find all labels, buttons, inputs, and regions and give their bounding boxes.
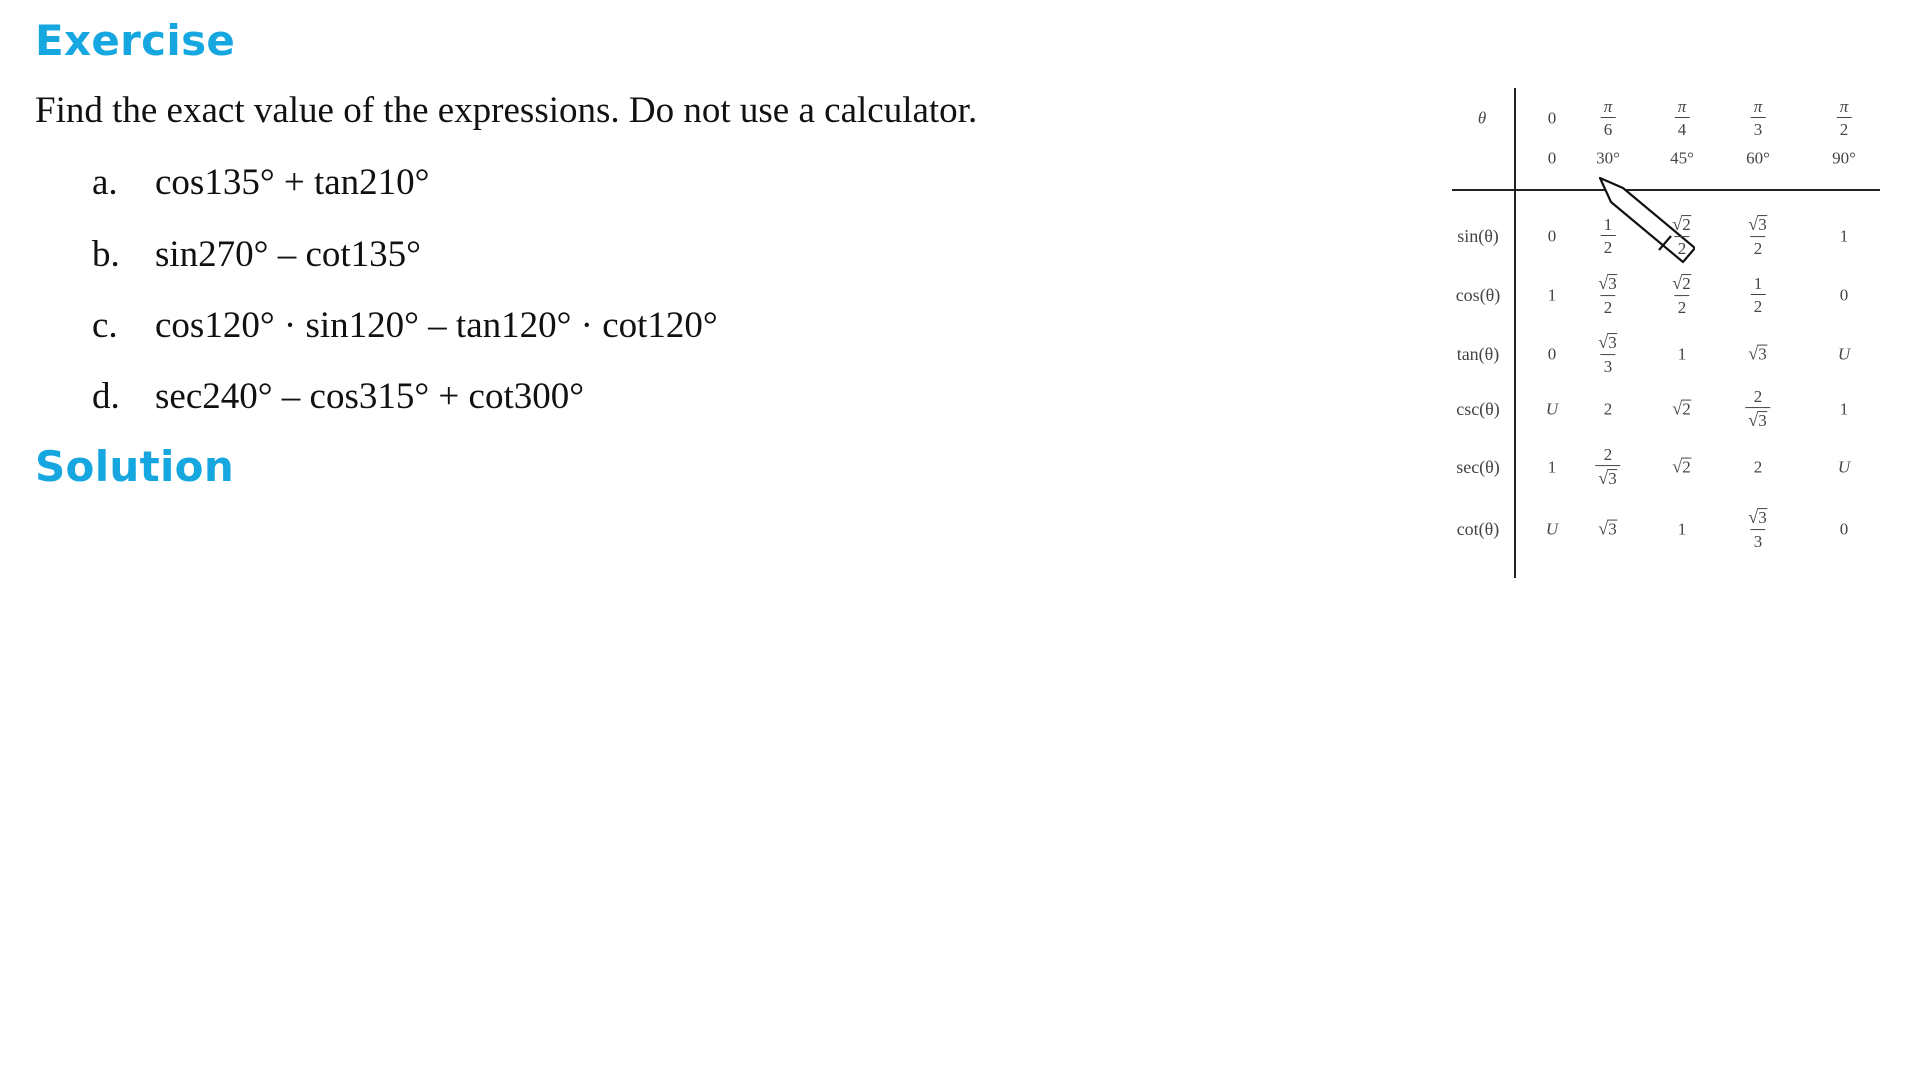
trig-values-table: [1440, 88, 1880, 588]
table-value-cell: 0: [1547, 344, 1557, 364]
table-value-cell: √ 3: [1598, 518, 1617, 539]
radian-numerator: π: [1603, 97, 1613, 116]
table-value-cell: √ 2 2: [1672, 214, 1691, 258]
row-label: csc(θ): [1456, 399, 1500, 419]
row-label: sec(θ): [1456, 457, 1500, 477]
radian-value: 0: [1547, 108, 1557, 128]
problem-b: [92, 232, 421, 278]
problem-letter: a.: [92, 162, 118, 203]
header-degree: 0: [1547, 148, 1557, 168]
problem-expression: sec240° – cos315° + cot300°: [155, 376, 585, 417]
header-radian: [1675, 98, 1690, 138]
problem-letter: b.: [92, 234, 120, 275]
table-value-cell: 2: [1753, 457, 1763, 477]
table-value-cell: √ 3 2: [1598, 273, 1617, 317]
radian-denominator: 2: [1837, 117, 1852, 138]
table-value-cell: U: [1837, 457, 1851, 477]
header-degree: 90°: [1832, 148, 1856, 168]
header-degree: 45°: [1670, 148, 1694, 168]
table-value-cell: √ 2: [1672, 456, 1691, 477]
table-value-cell: 0: [1839, 519, 1849, 539]
table-value-cell: 1: [1677, 519, 1687, 539]
header-degree: 30°: [1596, 148, 1620, 168]
table-value-cell: 0: [1547, 226, 1557, 246]
problem-expression: cos135° + tan210°: [155, 162, 430, 203]
header-degree: 60°: [1746, 148, 1770, 168]
table-value-cell: 0: [1839, 285, 1849, 305]
row-label: cot(θ): [1456, 519, 1500, 539]
table-value-cell: 2: [1603, 399, 1613, 419]
radian-denominator: 4: [1675, 117, 1690, 138]
exercise-heading: Exercise: [35, 16, 236, 65]
solution-heading: Solution: [35, 442, 235, 491]
radian-numerator: π: [1677, 97, 1687, 116]
table-value-cell: √ 3: [1748, 343, 1767, 364]
table-value-cell: 2 √ 3: [1595, 446, 1620, 488]
table-value-cell: 1: [1677, 344, 1687, 364]
radian-denominator: 3: [1751, 117, 1766, 138]
header-radian: [1601, 98, 1616, 138]
table-value-cell: $\frac{1}{2}$: [1751, 275, 1766, 315]
radian-numerator: π: [1753, 97, 1763, 116]
table-value-cell: 1: [1839, 399, 1849, 419]
problem-expression: sin270° – cot135°: [155, 234, 421, 275]
radian-numerator: π: [1839, 97, 1849, 116]
row-label: tan(θ): [1456, 344, 1500, 364]
table-value-cell: 1: [1839, 226, 1849, 246]
table-value-cell: U: [1545, 519, 1559, 539]
radian-denominator: 6: [1601, 117, 1616, 138]
table-value-cell: $\frac{1}{2}$: [1601, 216, 1616, 256]
row-label: cos(θ): [1455, 285, 1501, 305]
table-value-cell: U: [1837, 344, 1851, 364]
table-value-cell: 1: [1547, 285, 1557, 305]
table-value-cell: 1: [1547, 457, 1557, 477]
header-radian: [1837, 98, 1852, 138]
table-value-cell: √ 3 2: [1748, 214, 1767, 258]
problem-expression: cos120° · sin120° – tan120° · cot120°: [155, 305, 718, 346]
instruction-text: Find the exact value of the expressions. Do not use a calculator.: [35, 90, 978, 131]
table-value-cell: U: [1545, 399, 1559, 419]
table-value-cell: √ 2 2: [1672, 273, 1691, 317]
table-value-cell: √ 3 3: [1748, 507, 1767, 551]
table-value-cell: 2 √ 3: [1745, 388, 1770, 430]
problem-letter: d.: [92, 376, 120, 417]
problem-c: [92, 303, 718, 349]
problem-d: [92, 374, 584, 420]
header-radian: [1751, 98, 1766, 138]
table-value-cell: √ 3 3: [1598, 332, 1617, 376]
problem-letter: c.: [92, 305, 118, 346]
table-vertical-rule: [1514, 88, 1516, 578]
row-label: sin(θ): [1457, 226, 1499, 246]
header-radian: [1548, 110, 1557, 127]
table-value-cell: √ 2: [1672, 398, 1691, 419]
problem-a: [92, 160, 429, 206]
theta-symbol: θ: [1477, 108, 1487, 128]
